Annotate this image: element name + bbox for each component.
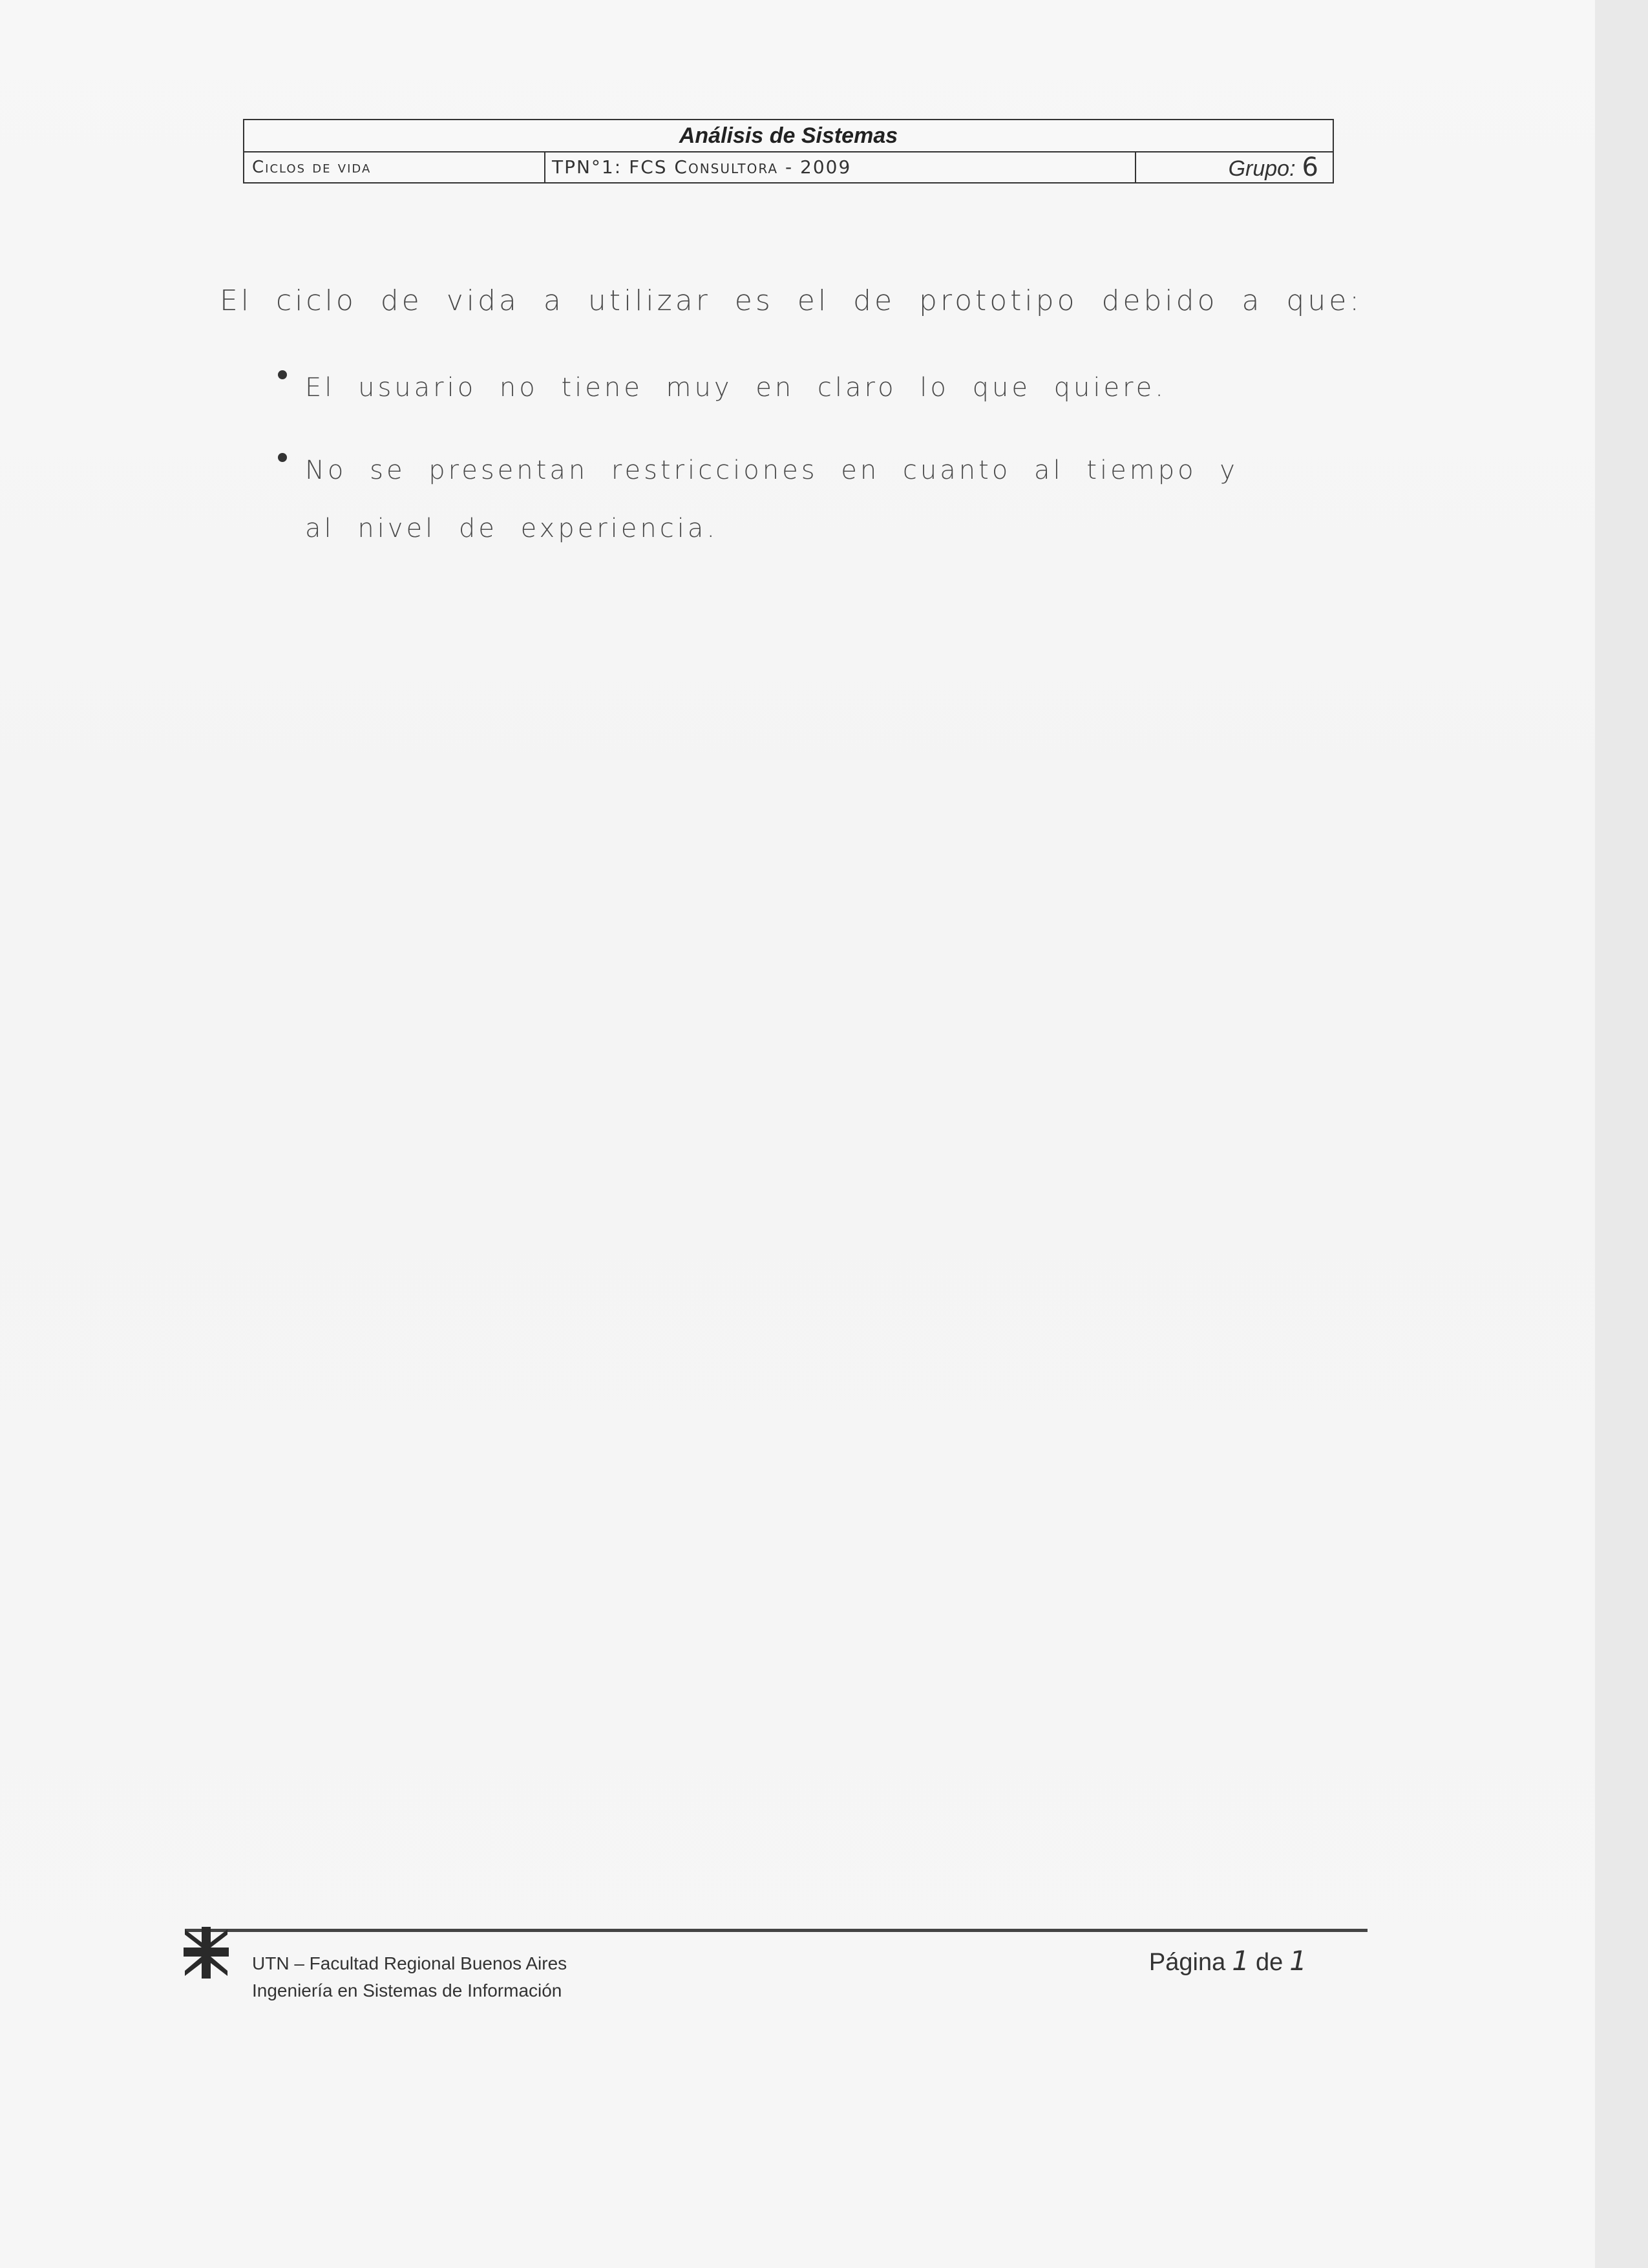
page-number <box>1149 1945 1313 1977</box>
page-of: de <box>1255 1949 1284 1976</box>
utn-logo-icon <box>182 1926 230 1980</box>
group-cell <box>1136 152 1333 182</box>
bullet-list <box>278 359 1274 582</box>
intro-text: El ciclo de vida a utilizar es el de prototipo debido a que: <box>220 284 1363 317</box>
assignment-cell: TPN°1: FCS Consultora - 2009 <box>545 152 1136 182</box>
footer-line-2: Ingeniería en Sistemas de Información <box>252 1980 562 2000</box>
footer-institution <box>252 1950 567 2004</box>
group-number: 6 <box>1302 152 1318 182</box>
scan-edge <box>1595 0 1648 2268</box>
list-item-text: No se presentan restricciones en cuanto al tiempo y al nivel de experiencia. <box>305 456 1238 543</box>
group-label: Grupo: <box>1228 156 1296 181</box>
bullet-dot <box>278 370 287 379</box>
course-title: Análisis de Sistemas <box>244 120 1333 152</box>
list-item <box>278 441 1274 558</box>
bullet-dot <box>278 453 287 462</box>
page-current: 1 <box>1232 1945 1249 1977</box>
footer-rule <box>185 1929 1368 1932</box>
footer-line-1: UTN – Facultad Regional Buenos Aires <box>252 1953 567 1973</box>
list-item-text: El usuario no tiene muy en claro lo que quiere. <box>305 373 1167 403</box>
page-total: 1 <box>1289 1945 1307 1977</box>
header-table <box>243 119 1334 184</box>
section-cell: Ciclos de vida <box>244 152 545 182</box>
page-word: Página <box>1148 1949 1226 1976</box>
list-item <box>278 359 1274 417</box>
